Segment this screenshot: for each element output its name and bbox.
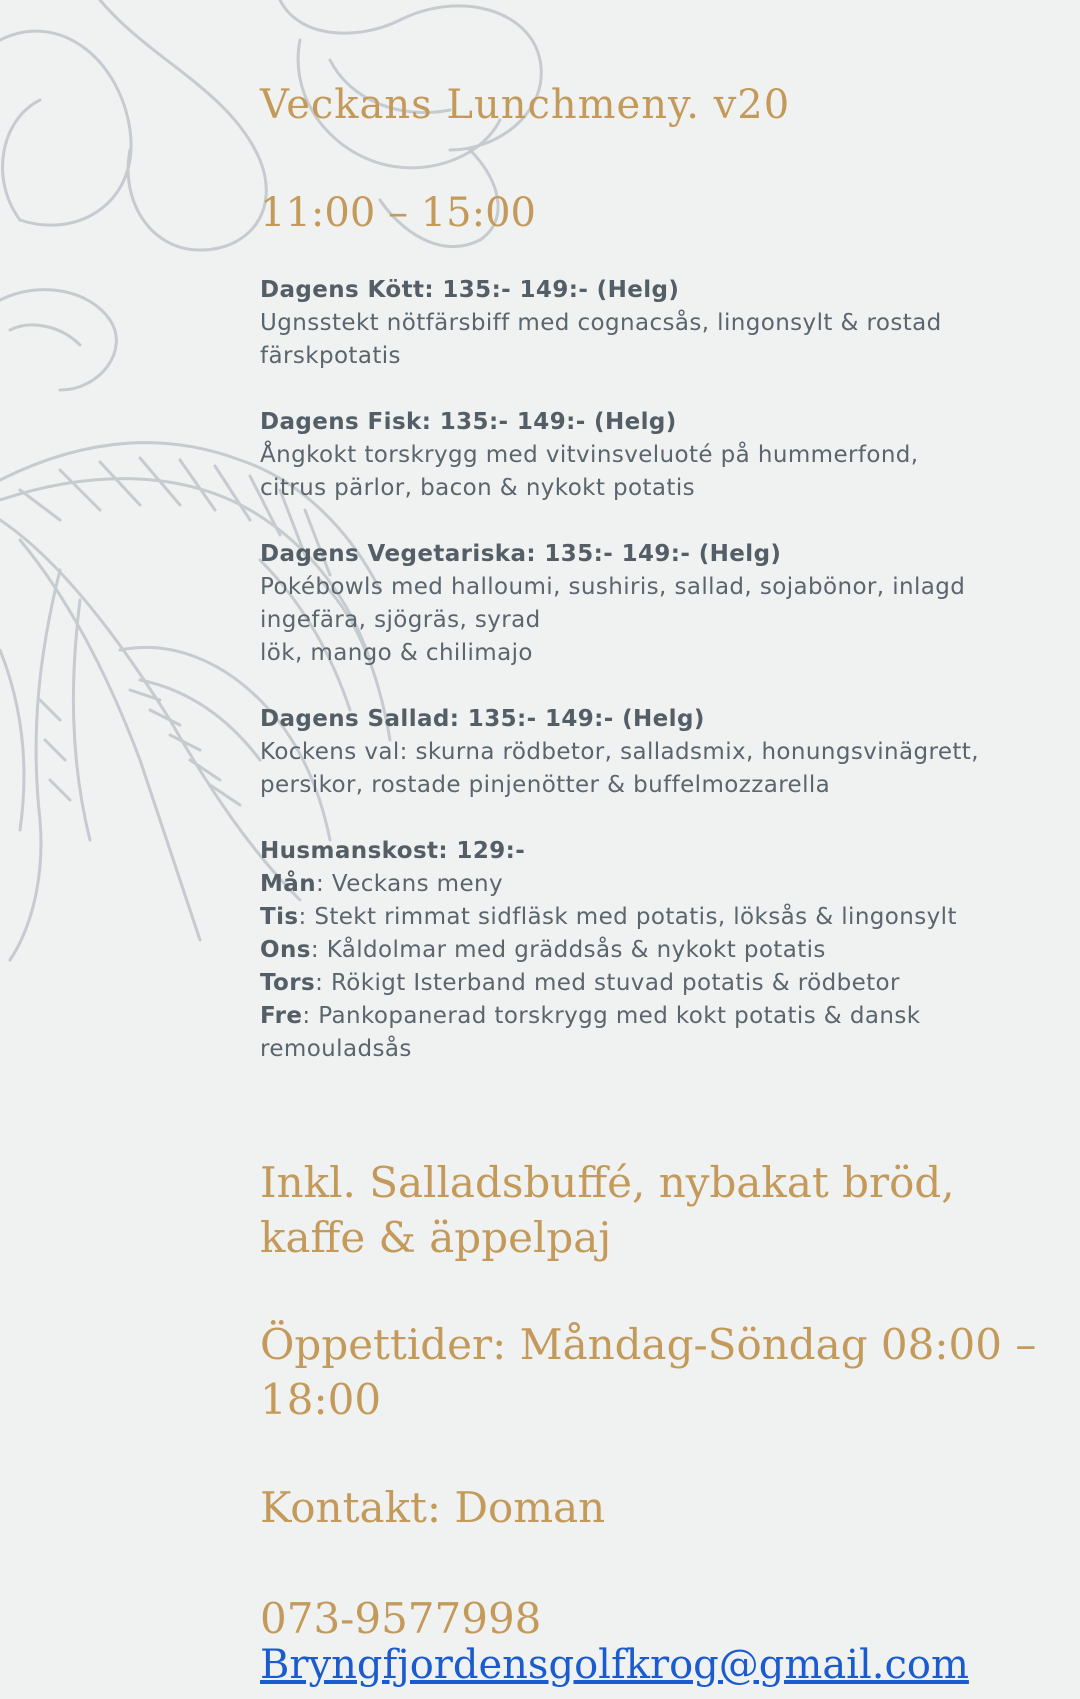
phone-number[interactable]: 073-9577998 [260, 1594, 542, 1643]
contact-name: Kontakt: Doman [260, 1483, 606, 1532]
weekday-dish: : Veckans meny [315, 871, 504, 897]
menu-item-husmanskost [260, 835, 990, 1066]
page-title: Veckans Lunchmeny. v20 [260, 82, 791, 128]
opening-hours: Öppettider: Måndag-Söndag 08:00 – 18:00 [260, 1320, 1037, 1424]
weekday-label: Ons [260, 937, 311, 963]
weekday-label: Tis [260, 904, 299, 930]
husman-day-ons [260, 934, 990, 967]
email-link[interactable]: Bryngfjordensgolfkrog@gmail.com [260, 1642, 969, 1688]
weekday-dish: : Rökigt Isterband med stuvad potatis & rödbetor [315, 970, 900, 996]
husman-day-fre [260, 1000, 990, 1066]
menu-item-heading: Husmanskost: 129:- [260, 838, 526, 864]
menu-item-description: Ugnsstekt nötfärsbiff med cognacsås, lingonsylt & rostad färskpotatis [260, 310, 942, 369]
weekday-dish: : Stekt rimmat sidfläsk med potatis, löksås & lingonsylt [298, 904, 957, 930]
weekday-label: Fre [260, 1003, 303, 1029]
menu-item-vegetariska [260, 538, 990, 670]
menu-item-description: Pokébowls med halloumi, sushiris, sallad, sojabönor, inlagd ingefära, sjögräs, syrad [260, 574, 966, 633]
weekday-label: Mån [260, 871, 316, 897]
menu-list [260, 274, 990, 1099]
husman-day-tis [260, 901, 990, 934]
included-items: Inkl. Salladsbuffé, nybakat bröd, kaffe & äppelpaj [260, 1158, 955, 1262]
husman-day-man [260, 868, 990, 901]
husman-day-tors [260, 967, 990, 1000]
menu-item-fisk [260, 406, 990, 505]
menu-item-description-cont: lök, mango & chilimajo [260, 640, 533, 666]
weekday-dish: : Pankopanerad torskrygg med kokt potatis & dansk remouladsås [260, 1003, 921, 1062]
menu-item-sallad [260, 703, 990, 802]
weekday-dish: : Kåldolmar med gräddsås & nykokt potatis [310, 937, 826, 963]
menu-item-description: Ångkokt torskrygg med vitvinsveluoté på hummerfond, citrus pärlor, bacon & nykokt potatis [260, 442, 919, 501]
weekday-label: Tors [260, 970, 316, 996]
menu-item-heading: Dagens Sallad: 135:- 149:- (Helg) [260, 706, 705, 732]
menu-item-kott [260, 274, 990, 373]
menu-item-heading: Dagens Kött: 135:- 149:- (Helg) [260, 277, 680, 303]
menu-item-description: Kockens val: skurna rödbetor, salladsmix, honungsvinägrett, persikor, rostade pinjenötter & buffelmozzarella [260, 739, 979, 798]
menu-item-heading: Dagens Fisk: 135:- 149:- (Helg) [260, 409, 677, 435]
lunch-hours: 11:00 – 15:00 [260, 190, 536, 236]
menu-item-heading: Dagens Vegetariska: 135:- 149:- (Helg) [260, 541, 782, 567]
